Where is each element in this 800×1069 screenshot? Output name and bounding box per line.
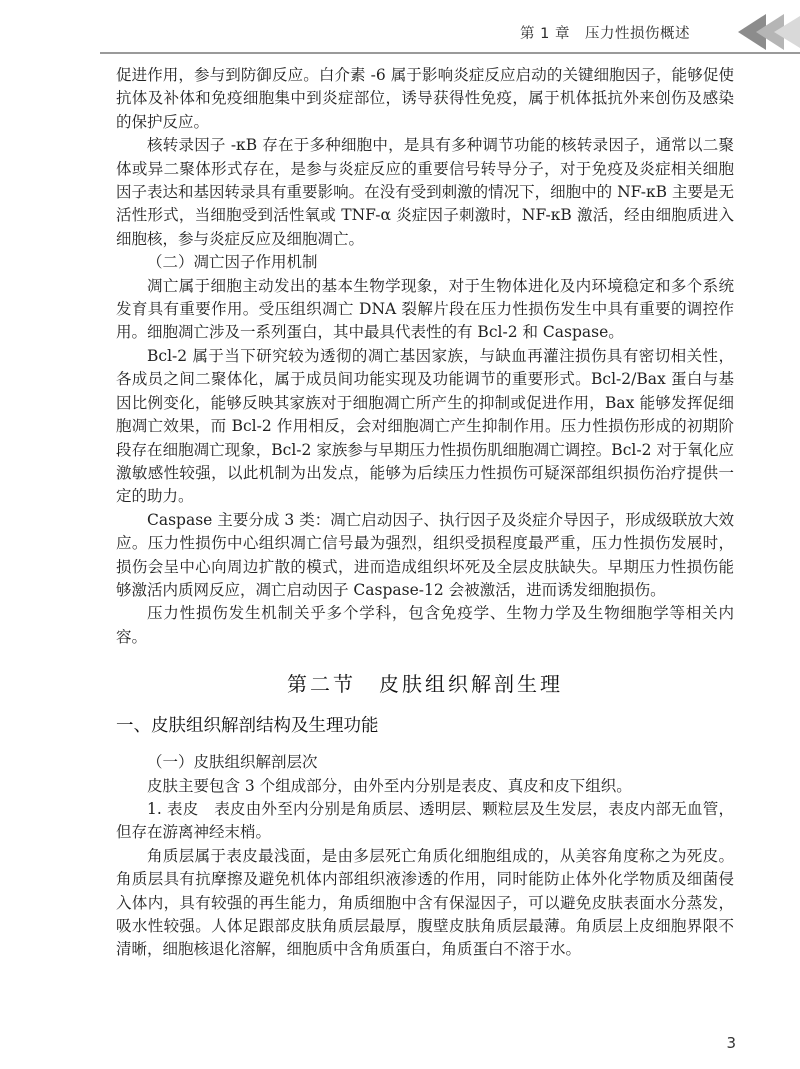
heading: 一、皮肤组织解剖结构及生理功能 — [116, 716, 379, 737]
triangle-ornament-icon — [710, 10, 800, 54]
chapter-title: 压力性损伤概述 — [585, 26, 690, 42]
paragraph: 凋亡属于细胞主动发出的基本生物学现象，对于生物体进化及内环境稳定和多个系统发育具有重要作用。受压组织凋亡 DNA 裂解片段在压力性损伤发生中具有重要的调控作用。细胞凋亡涉及一系列蛋白，其中最具代表性的有 Bcl-2 和 Caspase。 — [116, 276, 734, 342]
chapter-number: 第 1 章 — [520, 26, 570, 42]
paragraph: 角质层属于表皮最浅面，是由多层死亡角质化细胞组成的，从美容角度称之为死皮。角质层具有抗摩擦及避免机体内部组织液渗透的作用，同时能防止体外化学物质及细菌侵入体内，具有较强的再生能力，角质细胞中含有保湿因子，可以避免皮肤表面水分蒸发，吸水性较强。人体足跟部皮肤角质层最厚，腹壁皮肤角质层最薄。角质层上皮细胞界限不清晰，细胞核退化溶解，细胞质中含角质蛋白，角质蛋白不溶于水。 — [116, 846, 734, 959]
paragraph: 1. 表皮 表皮由外至内分别是角质层、透明层、颗粒层及生发层，表皮内部无血管，但存在游离神经末梢。 — [116, 799, 734, 842]
running-header-text — [520, 22, 690, 43]
section-title: 第二节 皮肤组织解剖生理 — [287, 672, 563, 697]
paragraph: Caspase 主要分成 3 类：凋亡启动因子、执行因子及炎症介导因子，形成级联放大效应。压力性损伤中心组织凋亡信号最为强烈，组织受损程度最严重，压力性损伤发展时，损伤会呈中心向周边扩散的模式，进而造成组织坏死及全层皮肤缺失。早期压力性损伤能够激活内质网反应，凋亡启动因子 Caspase-12 会被激活，进而诱发细胞损伤。 — [116, 510, 734, 599]
paragraph: 促进作用，参与到防御反应。白介素 -6 属于影响炎症反应启动的关键细胞因子，能够促使抗体及补体和免疫细胞集中到炎症部位，诱导获得性免疫，属于机体抵抗外来创伤及感染的保护反应。 — [116, 66, 734, 131]
page-body — [116, 64, 734, 962]
paragraph: Bcl-2 属于当下研究较为透彻的凋亡基因家族，与缺血再灌注损伤具有密切相关性，各成员之间二聚体化，属于成员间功能实现及功能调节的重要形式。Bcl-2/Bax 蛋白与基因比例变化，能够反映其家族对于细胞凋亡所产生的抑制或促进作用，Bax 能够发挥促细胞凋亡效果，而 Bcl-2 作用相反，会对细胞凋亡产生抑制作用。压力性损伤形成的初期阶段存在细胞凋亡现象，Bcl-2 家族参与早期压力性损伤肌细胞凋亡调控。Bcl-2 对于氧化应激敏感性较强，以此机制为出发点，能够为后续压力性损伤可疑深部组织损伤治疗提供一定的助力。 — [116, 346, 734, 506]
paragraph: 皮肤主要包含 3 个组成部分，由外至内分别是表皮、真皮和皮下组织。 — [147, 776, 632, 795]
page-number: 3 — [726, 1034, 736, 1052]
header-rule — [100, 52, 800, 54]
running-header — [0, 0, 800, 68]
paragraph: 压力性损伤发生机制关乎多个学科，包含免疫学、生物力学及生物细胞学等相关内容。 — [116, 604, 734, 646]
subheading: （一）皮肤组织解剖层次 — [147, 753, 318, 772]
paragraph: 核转录因子 -κB 存在于多种细胞中，是具有多种调节功能的核转录因子，通常以二聚体或异二聚体形式存在，是参与炎症反应的重要信号转导分子，对于免疫及炎症相关细胞因子表达和基因转录具有重要影响。在没有受到刺激的情况下，细胞中的 NF-κB 主要是无活性形式，当细胞受到活性氧或 TNF-α 炎症因子刺激时，NF-κB 激活，经由细胞质进入细胞核，参与炎症反应及细胞凋亡。 — [116, 136, 734, 248]
subheading: （二）凋亡因子作用机制 — [147, 253, 318, 272]
